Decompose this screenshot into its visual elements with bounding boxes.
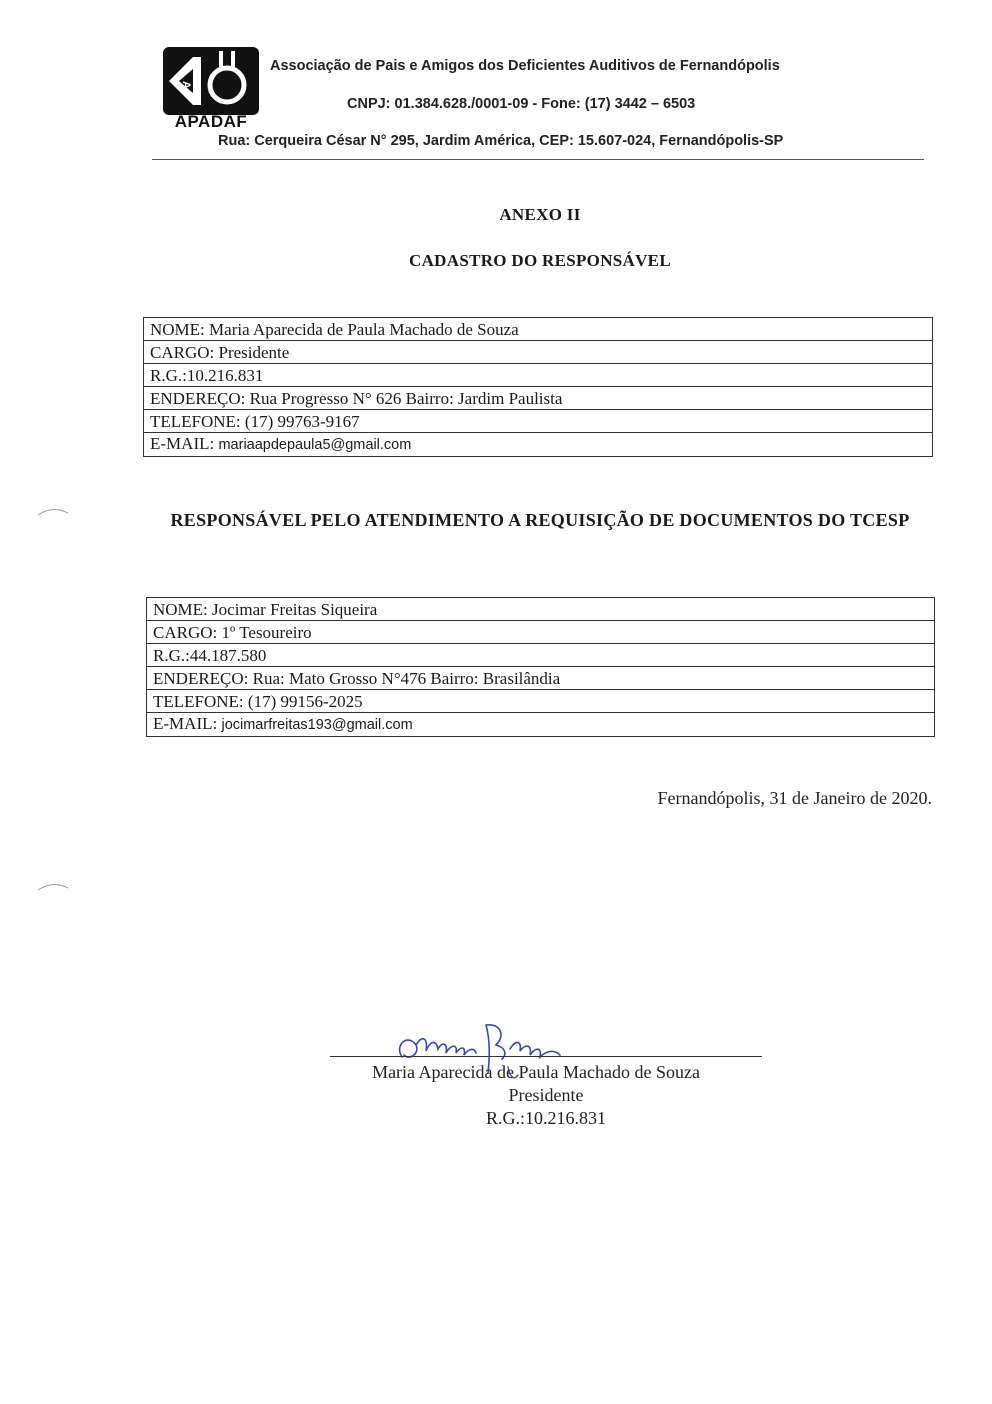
table-row: [147, 644, 935, 667]
logo-text: APADAF: [174, 112, 248, 131]
table-row: [147, 690, 935, 713]
responsible-table: [143, 317, 933, 457]
table-cell: CARGO: 1º Tesoureiro: [147, 621, 935, 644]
signature-line: [330, 1056, 762, 1057]
table-row: [144, 433, 933, 457]
table-row: [147, 621, 935, 644]
table-cell: NOME: Maria Aparecida de Paula Machado de Souza: [144, 318, 933, 341]
table-cell: ENDEREÇO: Rua: Mato Grosso N°476 Bairro: Brasilândia: [147, 667, 935, 690]
table-row: [144, 318, 933, 341]
email-value: mariaapdepaula5@gmail.com: [218, 437, 412, 453]
table-cell: R.G.:10.216.831: [144, 364, 933, 387]
organization-name: Associação de Pais e Amigos dos Deficientes Auditivos de Fernandópolis: [270, 58, 780, 74]
table-cell: R.G.:44.187.580: [147, 644, 935, 667]
table-cell: E-MAIL: jocimarfreitas193@gmail.com: [147, 713, 935, 737]
table-row: [147, 598, 935, 621]
table-row: [144, 341, 933, 364]
table-cell: TELEFONE: (17) 99763-9167: [144, 410, 933, 433]
place-date: Fernandópolis, 31 de Janeiro de 2020.: [657, 788, 932, 808]
table-cell: TELEFONE: (17) 99156-2025: [147, 690, 935, 713]
attendant-table: [146, 597, 935, 737]
table-row: [144, 364, 933, 387]
scan-mark: [36, 880, 70, 892]
cnpj-phone: CNPJ: 01.384.628./0001-09 - Fone: (17) 3442 – 6503: [347, 96, 696, 112]
svg-text:A: A: [180, 81, 192, 89]
organization-address: Rua: Cerqueira César N° 295, Jardim América, CEP: 15.607-024, Fernandópolis-SP: [218, 133, 784, 149]
signatory-rg: R.G.:10.216.831: [485, 1108, 606, 1128]
scan-mark: [36, 505, 70, 517]
table-row: [147, 667, 935, 690]
table-cell: CARGO: Presidente: [144, 341, 933, 364]
email-value: jocimarfreitas193@gmail.com: [221, 717, 413, 733]
table-cell: ENDEREÇO: Rua Progresso N° 626 Bairro: Jardim Paulista: [144, 387, 933, 410]
table-row: [144, 410, 933, 433]
header-divider: [152, 159, 924, 160]
signatory-role: Presidente: [508, 1085, 584, 1105]
table-row: [147, 713, 935, 737]
section-title-attendant: RESPONSÁVEL PELO ATENDIMENTO A REQUISIÇÃO DE DOCUMENTOS DO TCESP: [170, 510, 910, 530]
table-cell: NOME: Jocimar Freitas Siqueira: [147, 598, 935, 621]
annex-title: ANEXO II: [499, 205, 581, 224]
section-title-responsible: CADASTRO DO RESPONSÁVEL: [409, 251, 671, 270]
apadaf-logo: [163, 47, 259, 115]
table-row: [144, 387, 933, 410]
signatory-name: Maria Aparecida de Paula Machado de Souza: [372, 1062, 700, 1082]
table-cell: E-MAIL: mariaapdepaula5@gmail.com: [144, 433, 933, 457]
